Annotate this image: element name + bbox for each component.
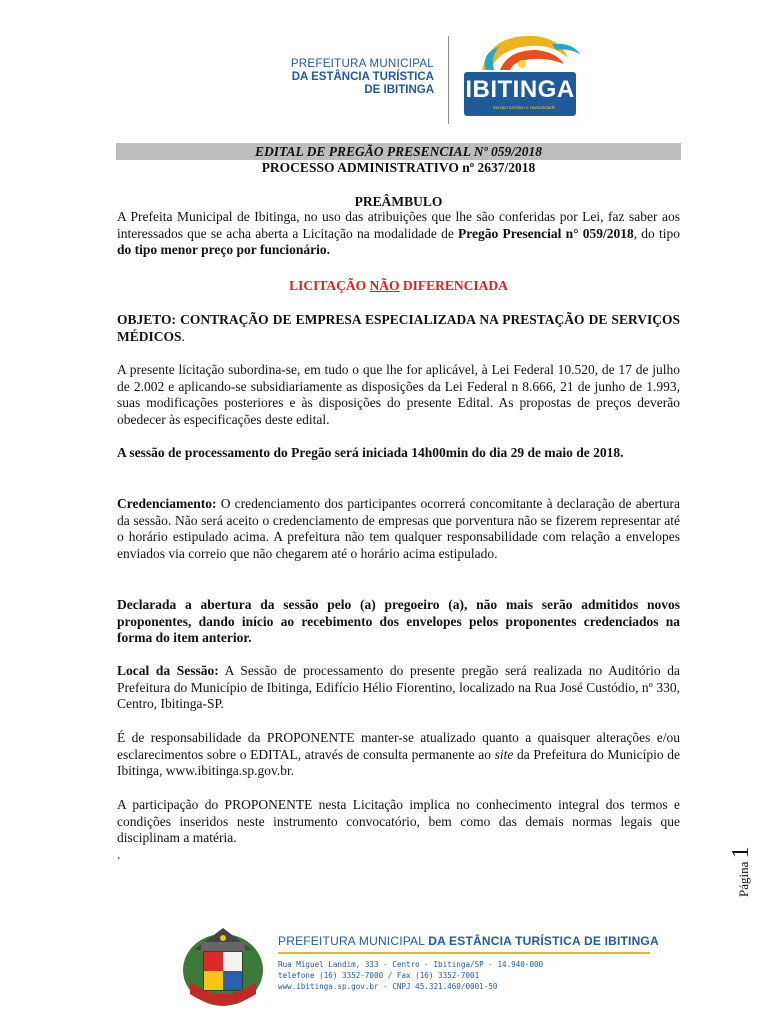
responsabilidade-text-a: É de responsabilidade da PROPONENTE manter-se atualizado quanto a quaisquer alterações e/ou esclarecimentos sobre o EDITAL, através de consulta permanente ao — [117, 730, 680, 762]
sessao-paragraph: A sessão de processamento do Pregão será iniciada 14h00min do dia 29 de maio de 2018. — [117, 445, 624, 460]
page-number — [728, 841, 754, 897]
process-number: PROCESSO ADMINISTRATIVO nº 2637/2018 — [261, 160, 536, 175]
preambulo-bold-1: Pregão Presencial n° 059/2018 — [458, 225, 634, 241]
declarada-paragraph: Declarada a abertura da sessão pelo (a) pregoeiro (a), não mais serão admitidos novos proponentes, dando início ao recebimento dos envelopes pelos proponentes credenciados na forma do item anterior. — [117, 597, 680, 645]
credenciamento-text: O credenciamento dos participantes ocorrerá concomitante à declaração de abertura da sessão. Não será aceito o credenciamento de empresas que porventura não se fizerem representar até o horário estipulado acima. A prefeitura não tem qualquer responsabilidade com relação a envelopes enviados via correio que não chegarem até o horário acima estipulado. — [117, 496, 680, 561]
footer-title-b: DA ESTÂNCIA TURÍSTICA DE IBITINGA — [428, 934, 659, 948]
ibitinga-logo — [460, 24, 588, 124]
responsabilidade-site: site — [494, 746, 514, 762]
licitacao-part-b: NÃO — [369, 278, 400, 293]
header-line-2: DA ESTÂNCIA TURÍSTICA — [291, 71, 434, 83]
local-paragraph — [117, 663, 680, 713]
footer-web-cnpj: www.ibitinga.sp.gov.br - CNPJ 45.321.460/0001-50 — [278, 982, 498, 991]
preambulo-bold-2: do tipo menor preço por funcionário. — [117, 242, 331, 257]
municipal-crest — [176, 920, 270, 1012]
header-municipality-text — [272, 58, 434, 97]
licitacao-part-c: DIFERENCIADA — [399, 278, 508, 293]
footer-title — [278, 934, 658, 948]
preambulo-heading: PREÂMBULO — [354, 194, 443, 209]
header-line-3: DE IBITINGA — [364, 84, 434, 96]
document-title: EDITAL DE PREGÃO PRESENCIAL Nº 059/2018 — [255, 144, 542, 159]
logo-tagline: Serviço turístico e Humanidade — [492, 105, 556, 110]
objeto-paragraph — [117, 312, 680, 345]
participacao-paragraph: A participação do PROPONENTE nesta Licitação implica no conhecimento integral dos termos e condições inseridos neste instrumento convocatório, bem como das demais normas legais que disciplinam a matéria. — [117, 797, 680, 845]
header-divider — [448, 36, 449, 124]
footer-phone: telefone (16) 3352-7000 / Fax (16) 3352-7001 — [278, 971, 480, 980]
objeto-end: . — [181, 328, 185, 344]
preambulo-text-1: A Prefeita Municipal de Ibitinga, no uso das atribuições que lhe são conferidas por Lei, faz saber aos interessados que se acha aberta a Licitação na modalidade de — [117, 209, 680, 241]
trailing-dot: . — [117, 847, 121, 862]
header-line-1: PREFEITURA MUNICIPAL — [290, 58, 434, 70]
responsabilidade-text-b: da Prefeitura do Município de Ibitinga, www.ibitinga.sp.gov.br. — [117, 746, 680, 778]
objeto-text: OBJETO: CONTRAÇÃO DE EMPRESA ESPECIALIZADA NA PRESTAÇÃO DE SERVIÇOS MÉDICOS — [117, 312, 680, 344]
footer-address: Rua Miguel Landim, 333 - Centro - Ibitinga/SP - 14.940-000 — [278, 960, 544, 969]
crest-icon — [176, 920, 270, 1012]
page-number-value: 1 — [728, 846, 754, 859]
logo-wordmark: IBITINGA — [465, 76, 575, 103]
page-label: Página — [736, 861, 751, 897]
licitacao-part-a: LICITAÇÃO — [289, 278, 370, 293]
footer-rule — [278, 952, 650, 954]
lei-paragraph: A presente licitação subordina-se, em tudo o que lhe for aplicável, à Lei Federal 10.520, de 17 de julho de 2.002 e aplicando-se subsidiariamente as disposições da Lei Federal n 8.666, 21 de junho de 1.993, suas modificações posteriores e às disposições do presente Edital. As propostas de preços deverão obedecer às especificações deste edital. — [117, 362, 680, 427]
local-text: A Sessão de processamento do presente pregão será realizada no Auditório da Prefeitura do Município de Ibitinga, Edifício Hélio Fiorentino, localizado na Rua José Custódio, nº 330, Centro, Ibitinga-SP. — [117, 663, 680, 711]
credenciamento-label: Credenciamento: — [117, 496, 217, 511]
responsabilidade-paragraph — [117, 730, 680, 780]
footer-title-a: PREFEITURA MUNICIPAL — [278, 934, 429, 948]
preambulo-paragraph — [117, 209, 680, 259]
preambulo-text-2: , do tipo — [633, 225, 680, 241]
credenciamento-paragraph — [117, 496, 680, 562]
licitacao-type — [117, 278, 680, 295]
local-label: Local da Sessão: — [117, 663, 219, 678]
